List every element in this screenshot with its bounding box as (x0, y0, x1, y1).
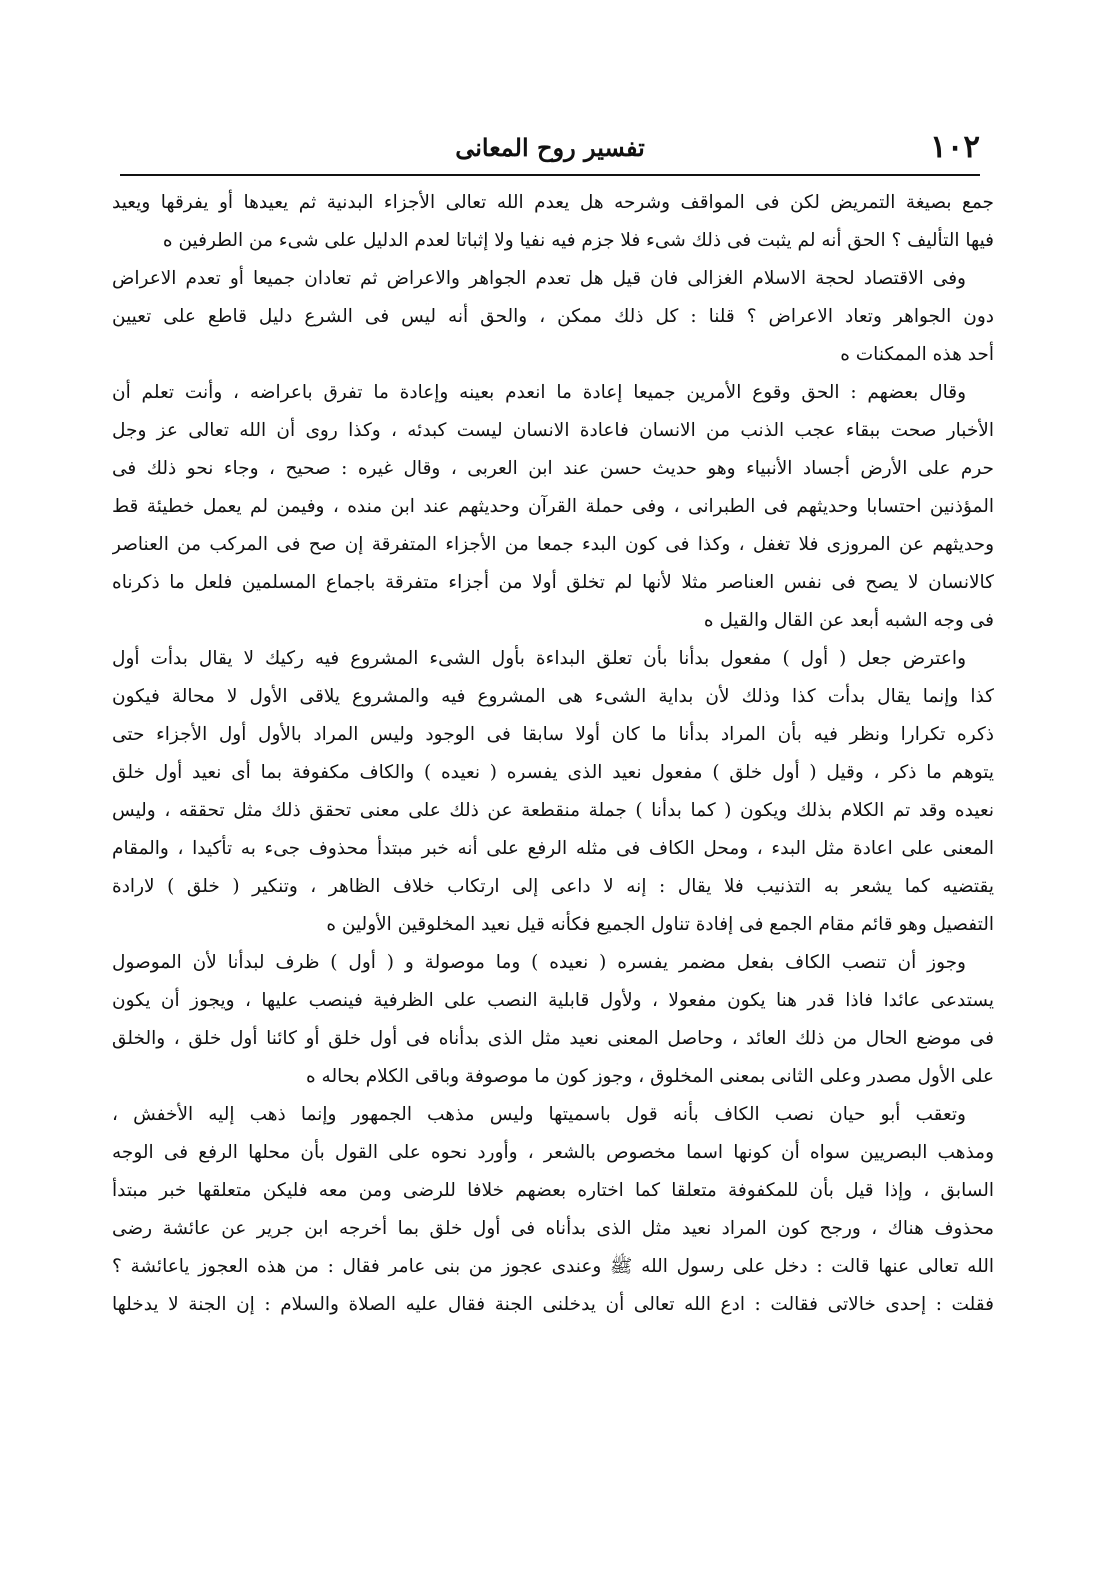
text-line: وفى الاقتصاد لحجة الاسلام الغزالى فان قيل هل تعدم الجواهر والاعراض ثم تعادان جميعا أو تعدم الاعراض (112, 268, 966, 289)
text-line: دون الجواهر وتعاد الاعراض ؟ قلنا : كل ذلك ممكن ، والحق أنه ليس فى الشرع دليل قاطع على تعيين (112, 306, 994, 327)
text-line: يتوهم ما ذكر ، وقيل ( أول خلق ) مفعول نعيد الذى يفسره ( نعيده ) والكاف مكفوفة بما أى نعيد أول خلق (112, 762, 994, 783)
page-number: ١٠٢ (930, 129, 980, 165)
text-line: كذا وإنما يقال بدأت كذا وذلك لأن بداية الشىء هى المشروع فيه والمشروع يلاقى الأول لا محالة فيكون (112, 686, 994, 707)
commentary-body (112, 184, 994, 1324)
header-divider (120, 174, 980, 176)
text-line: على الأول مصدر وعلى الثانى بمعنى المخلوق ، وجوز كون ما موصوفة وباقى الكلام بحاله ه (305, 1066, 994, 1087)
text-line: السابق ، وإذا قيل بأن للمكفوفة متعلقا كما اختاره بعضهم خلافا للرضى ومن معه فليكن متعلقها خبر مبتدأ (112, 1180, 994, 1201)
text-line: وقال بعضهم : الحق وقوع الأمرين جميعا إعادة ما انعدم بعينه وإعادة ما تفرق باعراضه ، وأنت تعلم أن (112, 382, 966, 403)
text-line: وجوز أن تنصب الكاف بفعل مضمر يفسره ( نعيده ) وما موصولة و ( أول ) ظرف لبدأنا لأن الموصول (112, 952, 966, 973)
text-line: المعنى على اعادة مثل البدء ، ومحل الكاف فى مثله الرفع على أنه خبر مبتدأ محذوف جىء به تأكيدا ، والمقام (112, 838, 994, 859)
text-line: فى موضع الحال من ذلك العائد ، وحاصل المعنى نعيد مثل الذى بدأناه فى أول خلق أو كائنا أول خلق ، والخلق (112, 1028, 994, 1049)
text-line: ومذهب البصريين سواه أن كونها اسما مخصوص بالشعر ، وأورد نحوه على القول بأن محلها الرفع فى الوجه (112, 1142, 994, 1163)
text-line: نعيده وقد تم الكلام بذلك ويكون ( كما بدأنا ) جملة منقطعة عن ذلك على معنى تحقق ذلك مثل تحققه ، وليس (112, 800, 994, 821)
text-line: التفصيل وهو قائم مقام الجمع فى إفادة تناول الجميع فكأنه قيل نعيد المخلوقين الأولين ه (326, 914, 994, 935)
text-line: يقتضيه كما يشعر به التذنيب فلا يقال : إنه لا داعى إلى ارتكاب خلاف الظاهر ، وتنكير ( خلق ) لارادة (112, 876, 994, 897)
text-line: كالانسان لا يصح فى نفس العناصر مثلا لأنها لم تخلق أولا من أجزاء متفرقة باجماع المسلمين فلعل ما ذكرناه (112, 572, 994, 593)
text-line: ذكره تكرارا ونظر فيه بأن المراد بدأنا ما كان أولا سابقا فى الوجود وليس المراد بالأول أول الأجزاء حتى (112, 724, 994, 745)
page-header (120, 128, 980, 172)
text-line: حرم على الأرض أجساد الأنبياء وهو حديث حسن عند ابن العربى ، وقال غيره : صحيح ، وجاء نحو ذلك فى (112, 458, 994, 479)
text-line: فى وجه الشبه أبعد عن القال والقيل ه (703, 610, 994, 631)
text-line: محذوف هناك ، ورجح كون المراد نعيد مثل الذى بدأناه فى أول خلق بما أخرجه ابن جرير عن عائشة رضى (112, 1218, 994, 1239)
running-title: تفسير روح المعانى (455, 133, 645, 162)
text-line: جمع بصيغة التمريض لكن فى المواقف وشرحه هل يعدم الله تعالى الأجزاء البدنية ثم يعيدها أو يفرقها ويعيد (112, 192, 994, 213)
text-line: الله تعالى عنها قالت : دخل على رسول الله ﷺ وعندى عجوز من بنى عامر فقال : من هذه العجوز ياعائشة ؟ (112, 1256, 994, 1277)
text-line: أحد هذه الممكنات ه (840, 344, 994, 365)
text-line: الأخبار صحت ببقاء عجب الذنب من الانسان فاعادة الانسان ليست كبدئه ، وكذا روى أن الله تعالى عز وجل (112, 420, 994, 441)
text-line: يستدعى عائدا فاذا قدر هنا يكون مفعولا ، ولأول قابلية النصب على الظرفية فينصب عليها ، ويجوز أن يكون (112, 990, 994, 1011)
text-line: المؤذنين احتسابا وحديثهم فى الطبرانى ، وفى حملة القرآن وحديثهم عند ابن منده ، وفيمن لم يعمل خطيئة قط (112, 496, 994, 517)
text-line: وحديثهم عن المروزى فلا تغفل ، وكذا فى كون البدء جمعا من الأجزاء المتفرقة إن صح فى المركب من العناصر (112, 534, 994, 555)
text-line: فيها التأليف ؟ الحق أنه لم يثبت فى ذلك شىء فلا جزم فيه نفيا ولا إثباتا لعدم الدليل على شىء من الطرفين ه (162, 230, 994, 251)
text-line: فقلت : إحدى خالاتى فقالت : ادع الله تعالى أن يدخلنى الجنة فقال عليه الصلاة والسلام : إن الجنة لا يدخلها (112, 1294, 994, 1315)
text-line: وتعقب أبو حيان نصب الكاف بأنه قول باسميتها وليس مذهب الجمهور وإنما ذهب إليه الأخفش ، (112, 1104, 966, 1125)
text-line: واعترض جعل ( أول ) مفعول بدأنا بأن تعلق البداءة بأول الشىء المشروع فيه ركيك لا يقال بدأت أول (112, 648, 966, 669)
